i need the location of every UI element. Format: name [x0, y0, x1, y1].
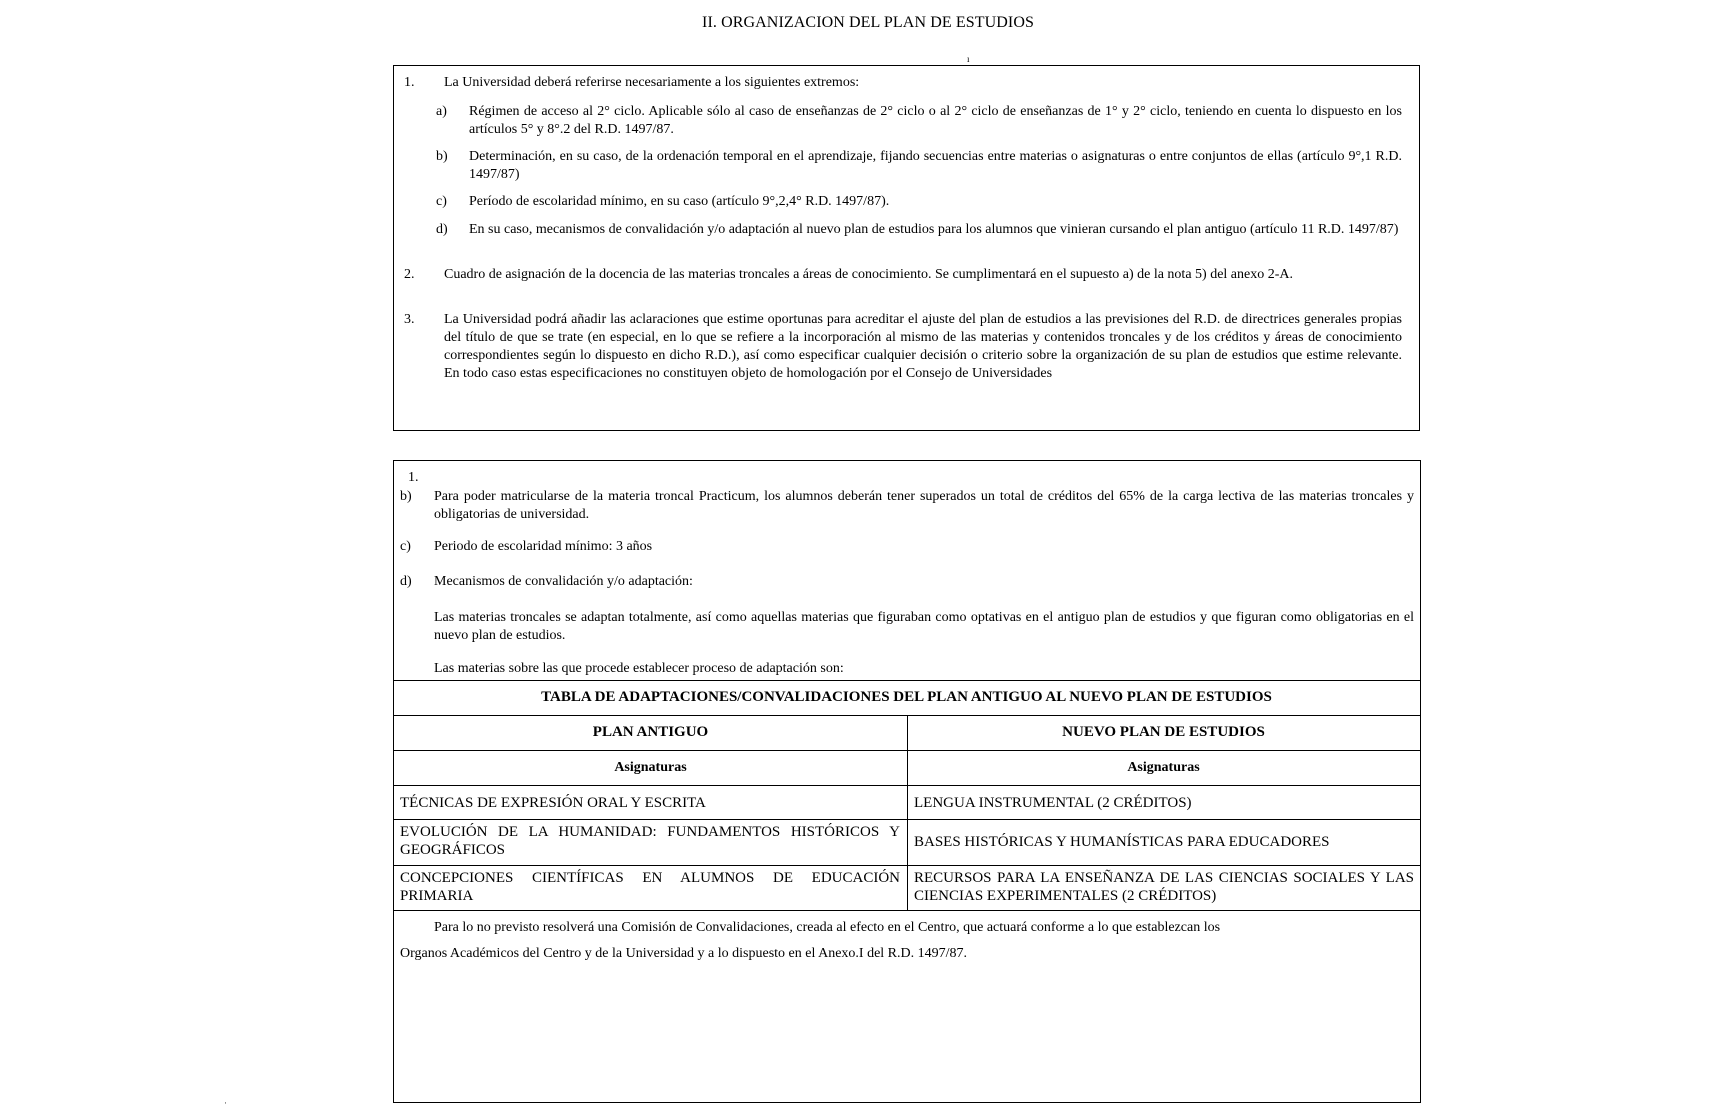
item-b-text: Para poder matricularse de la materia troncal Practicum, los alumnos deberán tener superados un total de créditos del 65% de la carga lectiva de las materias troncales y obligatorias de universidad. [434, 489, 1414, 522]
item-text: La Universidad podrá añadir las aclaraciones que estime oportunas para acreditar el ajuste del plan de estudios a las previsiones del R.D. de directrices generales propias del título de que se trate (en especial, en lo que se refiere a la incorporación al mismo de las materias y contenidos troncales y de los créditos y áreas de conocimiento correspondientes según lo dispuesto en dicho R.D.), así como especificar cualquier decisión o criterio sobre la organización de su plan de estudios que estime relevante. En todo caso estas especificaciones no constituyen objeto de homologación por el Consejo de Universidades [444, 312, 1402, 381]
item-number: 1. [404, 75, 415, 90]
item-number: 3. [404, 312, 415, 327]
subheader-new-plan: Asignaturas [1127, 760, 1200, 775]
subheader-old-plan: Asignaturas [614, 760, 687, 775]
table-title: TABLA DE ADAPTACIONES/CONVALIDACIONES DEL PLAN ANTIGUO AL NUEVO PLAN DE ESTUDIOS [541, 689, 1272, 705]
table-row-1-new: LENGUA INSTRUMENTAL (2 CRÉDITOS) [914, 795, 1192, 811]
subitem-label: b) [436, 149, 448, 164]
closing-paragraph-line-2: Organos Académicos del Centro y de la Universidad y a lo dispuesto en el Anexo.I del R.D. 1497/87. [400, 946, 968, 961]
subitem-text: Régimen de acceso al 2° ciclo. Aplicable sólo al caso de enseñanzas de 2° ciclo o al 2° ciclo de enseñanzas de 1° y 2° ciclo, teniendo en cuenta lo dispuesto en los artículos 5° y 8°.2 del R.D. 1497/87. [469, 104, 1402, 137]
plan-organization-box [393, 460, 1421, 1103]
closing-paragraph-line-1: Para lo no previsto resolverá una Comisión de Convalidaciones, creada al efecto en el Centro, que actuará conforme a lo que establezcan los [434, 920, 1221, 935]
table-row-3-old: CONCEPCIONES CIENTÍFICAS EN ALUMNOS DE EDUCACIÓN PRIMARIA [400, 870, 900, 904]
item-d-text: Mecanismos de convalidación y/o adaptación: [434, 574, 693, 589]
subitem-label: a) [436, 104, 447, 119]
item-text: La Universidad deberá referirse necesariamente a los siguientes extremos: [444, 75, 860, 90]
table-row-1-old: TÉCNICAS DE EXPRESIÓN ORAL Y ESCRITA [400, 795, 706, 811]
adaptation-intro: Las materias sobre las que procede establecer proceso de adaptación son: [434, 661, 844, 676]
scan-speck: · [224, 1098, 227, 1108]
table-column-divider [907, 715, 908, 910]
subitem-text: Determinación, en su caso, de la ordenación temporal en el aprendizaje, fijando secuencias entre materias o asignaturas o entre conjuntos de ellas (artículo 9°,1 R.D. 1497/87) [469, 149, 1402, 182]
item-c-label: c) [400, 539, 411, 554]
item-c-text: Periodo de escolaridad mínimo: 3 años [434, 539, 653, 554]
item-text: Cuadro de asignación de la docencia de las materias troncales a áreas de conocimiento. Se cumplimentará en el supuesto a) de la nota 5) del anexo 2-A. [444, 267, 1294, 282]
subitem-label: d) [436, 222, 448, 237]
subitem-text: Período de escolaridad mínimo, en su caso (artículo 9°,2,4° R.D. 1497/87). [469, 194, 890, 209]
table-top-border [394, 680, 1420, 681]
page-mark: ı [967, 54, 970, 64]
page-title: II. ORGANIZACION DEL PLAN DE ESTUDIOS [702, 14, 1034, 31]
table-row-2-old: EVOLUCIÓN DE LA HUMANIDAD: FUNDAMENTOS HISTÓRICOS Y GEOGRÁFICOS [400, 824, 900, 858]
subitem-label: c) [436, 194, 447, 209]
instructions-box [393, 65, 1420, 431]
adaptation-paragraph: Las materias troncales se adaptan totalmente, así como aquellas materias que figuraban como optativas en el antiguo plan de estudios y que figuran como obligatorias en el nuevo plan de estudios. [434, 610, 1414, 643]
item-number: 2. [404, 267, 415, 282]
column-header-old-plan: PLAN ANTIGUO [592, 724, 709, 740]
subitem-text: En su caso, mecanismos de convalidación y/o adaptación al nuevo plan de estudios para los alumnos que vinieran cursando el plan antiguo (artículo 11 R.D. 1497/87) [469, 222, 1399, 237]
table-row-3-new: RECURSOS PARA LA ENSEÑANZA DE LAS CIENCIAS SOCIALES Y LAS CIENCIAS EXPERIMENTALES (2 CRÉDITOS) [914, 870, 1414, 904]
column-header-new-plan: NUEVO PLAN DE ESTUDIOS [1062, 724, 1265, 740]
item-b-label: b) [400, 489, 412, 504]
item-d-label: d) [400, 574, 412, 589]
table-bottom-border [394, 910, 1420, 911]
section-number: 1. [408, 470, 419, 485]
table-row-2-new: BASES HISTÓRICAS Y HUMANÍSTICAS PARA EDUCADORES [914, 834, 1330, 850]
